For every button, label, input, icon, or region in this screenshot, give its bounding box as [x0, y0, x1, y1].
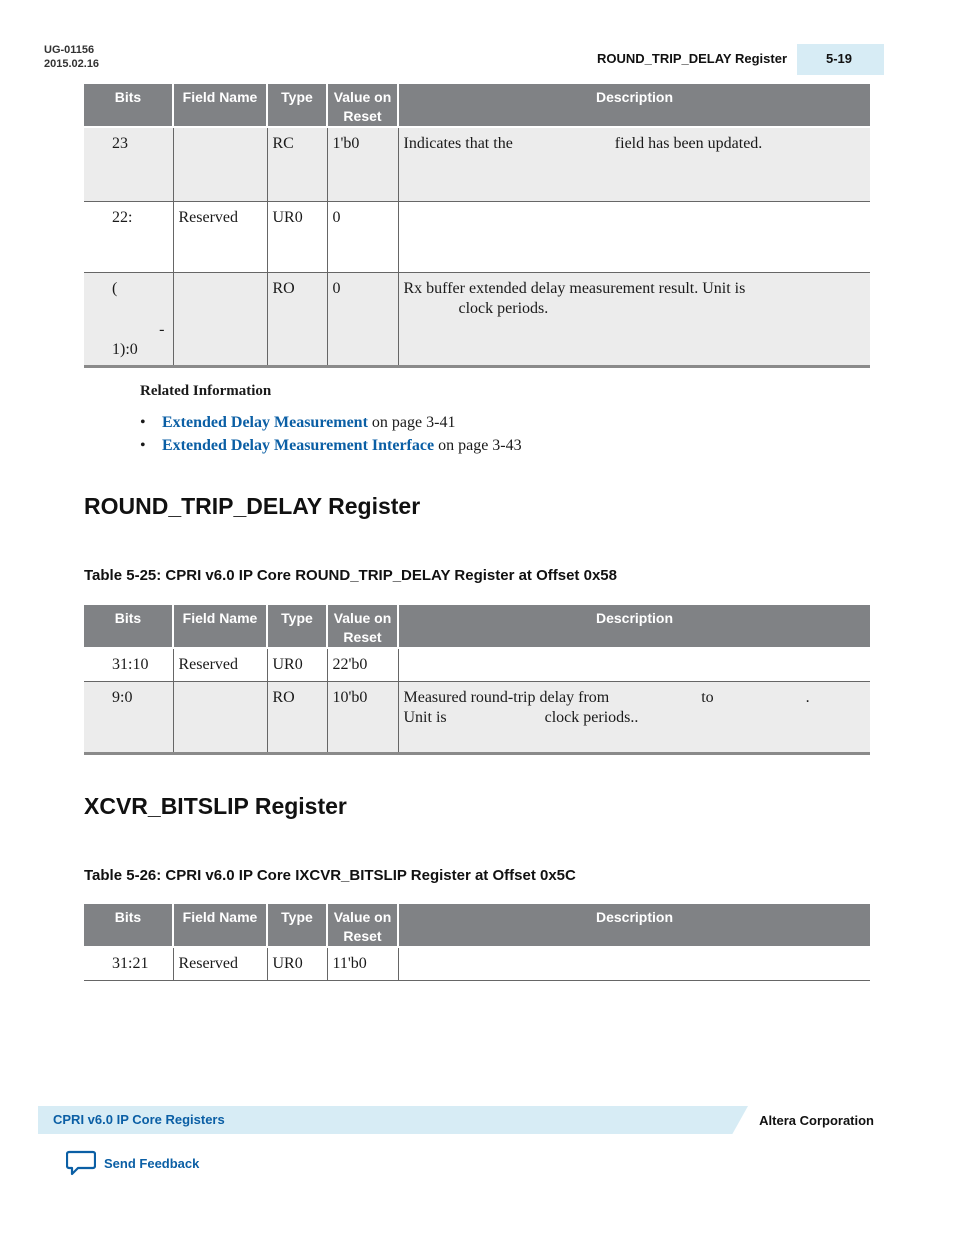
feedback-icon: [66, 1150, 96, 1176]
cell-type: RO: [267, 272, 327, 366]
round-trip-delay-table: [84, 605, 870, 755]
cell-description: [398, 681, 870, 753]
col-header-description: Description: [398, 84, 870, 127]
table-row: [84, 681, 870, 753]
bullet-icon: •: [140, 437, 146, 454]
col-header-type: Type: [267, 904, 327, 947]
link-extended-delay-measurement[interactable]: Extended Delay Measurement: [162, 414, 368, 431]
cell-description: [398, 201, 870, 272]
page-number: 5-19: [826, 51, 853, 66]
col-header-field: Field Name: [173, 605, 267, 648]
related-info-list: [140, 411, 522, 457]
cell-bits: 9:0: [84, 681, 173, 753]
cell-field: Reserved: [173, 201, 267, 272]
cell-reset: 10'b0: [327, 681, 398, 753]
footer-chapter-link[interactable]: CPRI v6.0 IP Core Registers: [53, 1112, 225, 1127]
cell-type: RC: [267, 127, 327, 201]
desc-part: Rx buffer extended delay measurement result. Unit is: [403, 279, 746, 297]
cell-bits: 23: [84, 127, 173, 201]
col-header-bits: Bits: [84, 904, 173, 947]
bits-part: (: [112, 279, 118, 297]
doc-id: UG-01156: [44, 44, 95, 56]
register-table-continued: [84, 84, 870, 368]
table-row: [84, 648, 870, 681]
cell-reset: 0: [327, 201, 398, 272]
col-header-reset: Value on Reset: [327, 84, 398, 127]
cell-field: [173, 127, 267, 201]
link-extended-delay-measurement-interface[interactable]: Extended Delay Measurement Interface: [162, 437, 435, 454]
send-feedback-label: Send Feedback: [104, 1155, 200, 1171]
col-header-bits: Bits: [84, 84, 173, 127]
cell-type: UR0: [267, 947, 327, 980]
cell-field: [173, 272, 267, 366]
cell-bits: 31:10: [84, 648, 173, 681]
doc-date: 2015.02.16: [44, 58, 100, 70]
page-number-tab: [797, 44, 884, 75]
col-header-type: Type: [267, 84, 327, 127]
col-header-field: Field Name: [173, 84, 267, 127]
table-row: [84, 272, 870, 366]
desc-part: Measured round-trip delay from: [403, 688, 610, 706]
running-header-title: ROUND_TRIP_DELAY Register: [597, 51, 787, 66]
col-header-description: Description: [398, 605, 870, 648]
cell-reset: 22'b0: [327, 648, 398, 681]
cell-description: [398, 272, 870, 366]
cell-type: UR0: [267, 648, 327, 681]
desc-part: Unit is: [403, 708, 447, 726]
col-header-type: Type: [267, 605, 327, 648]
table-caption-5-26: Table 5-26: CPRI v6.0 IP Core IXCVR_BITSLIP Register at Offset 0x5C: [84, 867, 576, 884]
table-row: [84, 201, 870, 272]
doc-meta: [44, 43, 99, 71]
cell-reset: 1'b0: [327, 127, 398, 201]
section-heading-xcvr-bitslip: XCVR_BITSLIP Register: [84, 793, 347, 819]
list-item: [140, 434, 522, 457]
desc-part: field has been updated.: [614, 135, 763, 152]
cell-description: [398, 127, 870, 201]
col-header-description: Description: [398, 904, 870, 947]
cell-bits: [84, 272, 173, 366]
desc-part: clock periods..: [544, 708, 639, 726]
desc-part: to: [701, 688, 714, 706]
cell-reset: 0: [327, 272, 398, 366]
related-info-heading: Related Information: [140, 383, 272, 399]
cell-bits: 22:: [84, 201, 173, 272]
table-header-row: [84, 605, 870, 648]
cell-field: Reserved: [173, 947, 267, 980]
bullet-icon: •: [140, 414, 146, 431]
link-page-ref: on page 3-41: [371, 414, 456, 431]
bits-part: 1):0: [112, 340, 138, 358]
send-feedback-link[interactable]: [66, 1150, 199, 1176]
section-heading-round-trip: ROUND_TRIP_DELAY Register: [84, 493, 421, 519]
cell-description: [398, 947, 870, 980]
cell-field: Reserved: [173, 648, 267, 681]
bits-part: -: [159, 320, 165, 338]
cell-field: [173, 681, 267, 753]
desc-part: clock periods.: [458, 299, 549, 317]
footer-company: Altera Corporation: [759, 1113, 874, 1128]
col-header-bits: Bits: [84, 605, 173, 648]
link-page-ref: on page 3-43: [438, 437, 522, 454]
table-row: [84, 127, 870, 201]
table-header-row: [84, 84, 870, 127]
table-row: [84, 947, 870, 980]
cell-type: RO: [267, 681, 327, 753]
cell-description: [398, 648, 870, 681]
col-header-reset: Value on Reset: [327, 904, 398, 947]
desc-part: Indicates that the: [403, 135, 513, 152]
list-item: [140, 411, 522, 434]
col-header-field: Field Name: [173, 904, 267, 947]
col-header-reset: Value on Reset: [327, 605, 398, 648]
cell-reset: 11'b0: [327, 947, 398, 980]
table-header-row: [84, 904, 870, 947]
xcvr-bitslip-table: [84, 904, 870, 981]
desc-part: .: [805, 688, 810, 706]
table-caption-5-25: Table 5-25: CPRI v6.0 IP Core ROUND_TRIP_DELAY Register at Offset 0x58: [84, 567, 617, 584]
cell-bits: 31:21: [84, 947, 173, 980]
cell-type: UR0: [267, 201, 327, 272]
